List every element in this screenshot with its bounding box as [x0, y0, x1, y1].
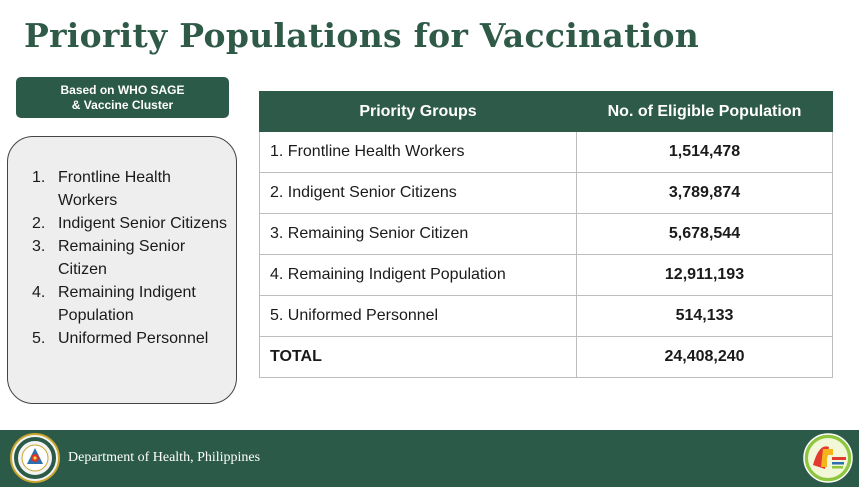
list-item [32, 166, 232, 212]
list-item-text: Remaining Senior Citizen [58, 238, 186, 278]
list-item-number: 3. [32, 238, 46, 255]
list-item [32, 281, 232, 327]
priority-list-box [7, 136, 237, 404]
table-row [260, 255, 833, 296]
table-row [260, 132, 833, 173]
badge-line-2: & Vaccine Cluster [71, 97, 174, 112]
list-item-text: Uniformed Personnel [58, 330, 209, 347]
list-item-number: 1. [32, 169, 46, 186]
list-item [32, 212, 232, 235]
cell-value: 12,911,193 [577, 255, 833, 296]
page-title: Priority Populations for Vaccination [24, 16, 700, 55]
cell-group: 3. Remaining Senior Citizen [260, 214, 577, 255]
eligible-population-table [259, 91, 833, 378]
table-row [260, 214, 833, 255]
cell-value: 514,133 [577, 296, 833, 337]
footer-bar [0, 430, 859, 487]
cell-value: 3,789,874 [577, 173, 833, 214]
list-item [32, 235, 232, 281]
priority-list [32, 166, 232, 350]
doh-seal-icon [10, 433, 60, 483]
cell-group: 2. Indigent Senior Citizens [260, 173, 577, 214]
column-header-eligible-population: No. of Eligible Population [577, 92, 833, 132]
source-badge [16, 77, 229, 118]
list-item-text: Indigent Senior Citizens [58, 215, 227, 232]
cell-total-label: TOTAL [260, 337, 577, 378]
table-row [260, 296, 833, 337]
list-item-number: 4. [32, 284, 46, 301]
list-item-number: 5. [32, 330, 46, 347]
column-header-priority-groups: Priority Groups [260, 92, 577, 132]
list-item [32, 327, 232, 350]
cell-group: 4. Remaining Indigent Population [260, 255, 577, 296]
list-item-text: Frontline Health Workers [58, 169, 171, 209]
list-item-number: 2. [32, 215, 46, 232]
cell-group: 1. Frontline Health Workers [260, 132, 577, 173]
table-header-row [260, 92, 833, 132]
cell-total-value: 24,408,240 [577, 337, 833, 378]
list-item-text: Remaining Indigent Population [58, 284, 196, 324]
badge-line-1: Based on WHO SAGE [60, 82, 185, 97]
universal-health-care-logo-icon [803, 433, 853, 483]
table-row [260, 173, 833, 214]
cell-group: 5. Uniformed Personnel [260, 296, 577, 337]
footer-org-name: Department of Health, Philippines [68, 450, 261, 465]
cell-value: 1,514,478 [577, 132, 833, 173]
table-total-row [260, 337, 833, 378]
cell-value: 5,678,544 [577, 214, 833, 255]
